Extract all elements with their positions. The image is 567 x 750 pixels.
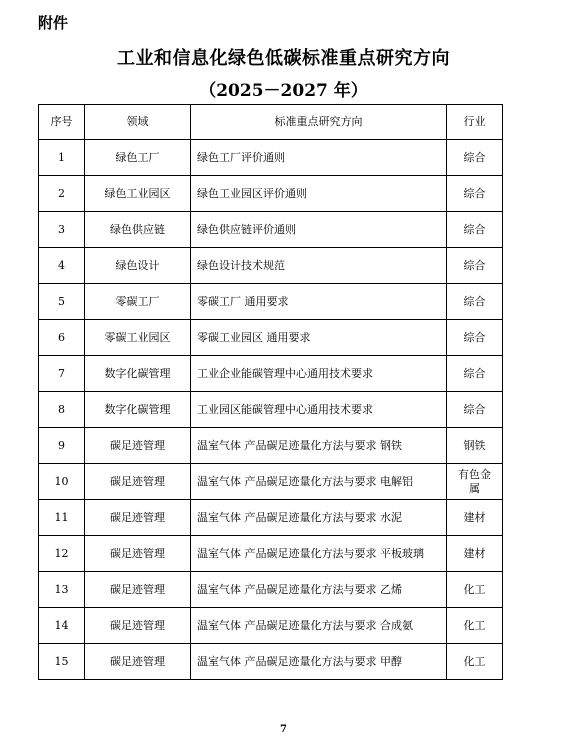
row-field-cell: 零碳工业园区 [85, 320, 191, 356]
row-number-cell: 2 [39, 176, 85, 212]
row-field-cell: 绿色工业园区 [85, 176, 191, 212]
table-header-row [39, 105, 503, 140]
row-number-cell: 14 [39, 608, 85, 644]
row-field-cell: 零碳工厂 [85, 284, 191, 320]
row-direction-cell: 绿色设计技术规范 [191, 248, 447, 284]
row-industry-cell: 化工 [447, 644, 503, 680]
row-field-cell: 绿色工厂 [85, 140, 191, 176]
table-row [39, 500, 503, 536]
row-number-cell: 13 [39, 572, 85, 608]
row-industry-cell: 综合 [447, 212, 503, 248]
row-industry-cell: 综合 [447, 356, 503, 392]
header-number: 序号 [39, 105, 85, 140]
row-direction-cell: 温室气体 产品碳足迹量化方法与要求 电解铝 [191, 464, 447, 500]
row-industry-cell: 化工 [447, 572, 503, 608]
row-industry-cell: 钢铁 [447, 428, 503, 464]
row-number-cell: 10 [39, 464, 85, 500]
row-number-cell: 9 [39, 428, 85, 464]
row-number-cell: 3 [39, 212, 85, 248]
row-industry-cell: 综合 [447, 248, 503, 284]
row-industry-cell: 建材 [447, 500, 503, 536]
row-field-cell: 绿色供应链 [85, 212, 191, 248]
row-field-cell: 数字化碳管理 [85, 392, 191, 428]
row-industry-cell: 化工 [447, 608, 503, 644]
row-direction-cell: 温室气体 产品碳足迹量化方法与要求 合成氨 [191, 608, 447, 644]
row-field-cell: 碳足迹管理 [85, 608, 191, 644]
row-number-cell: 6 [39, 320, 85, 356]
row-field-cell: 碳足迹管理 [85, 500, 191, 536]
table-row [39, 608, 503, 644]
row-industry-cell: 综合 [447, 392, 503, 428]
row-direction-cell: 绿色工业园区评价通则 [191, 176, 447, 212]
attachment-label: 附件 [38, 14, 69, 32]
table-row [39, 140, 503, 176]
header-direction: 标准重点研究方向 [191, 105, 447, 140]
row-direction-cell: 温室气体 产品碳足迹量化方法与要求 平板玻璃 [191, 536, 447, 572]
table-row [39, 428, 503, 464]
row-industry-cell: 综合 [447, 284, 503, 320]
page-number: 7 [280, 724, 287, 735]
row-industry-cell: 有色金属 [447, 464, 503, 500]
row-field-cell: 碳足迹管理 [85, 572, 191, 608]
row-number-cell: 7 [39, 356, 85, 392]
table-row [39, 464, 503, 500]
row-industry-cell: 综合 [447, 320, 503, 356]
row-field-cell: 绿色设计 [85, 248, 191, 284]
table-row [39, 536, 503, 572]
standards-table [38, 104, 503, 680]
row-industry-cell: 综合 [447, 176, 503, 212]
row-number-cell: 1 [39, 140, 85, 176]
row-direction-cell: 零碳工厂 通用要求 [191, 284, 447, 320]
document-title: 工业和信息化绿色低碳标准重点研究方向 [117, 48, 450, 69]
row-direction-cell: 零碳工业园区 通用要求 [191, 320, 447, 356]
table-row [39, 392, 503, 428]
row-field-cell: 碳足迹管理 [85, 644, 191, 680]
table-row [39, 284, 503, 320]
table-row [39, 248, 503, 284]
header-field: 领域 [85, 105, 191, 140]
row-direction-cell: 温室气体 产品碳足迹量化方法与要求 甲醇 [191, 644, 447, 680]
row-direction-cell: 工业园区能碳管理中心通用技术要求 [191, 392, 447, 428]
row-direction-cell: 绿色工厂评价通则 [191, 140, 447, 176]
row-field-cell: 数字化碳管理 [85, 356, 191, 392]
row-industry-cell: 综合 [447, 140, 503, 176]
row-number-cell: 8 [39, 392, 85, 428]
table-row [39, 320, 503, 356]
table-row [39, 572, 503, 608]
row-direction-cell: 温室气体 产品碳足迹量化方法与要求 水泥 [191, 500, 447, 536]
row-industry-cell: 建材 [447, 536, 503, 572]
table-row [39, 644, 503, 680]
table-body [39, 140, 503, 680]
row-number-cell: 4 [39, 248, 85, 284]
table-row [39, 356, 503, 392]
row-field-cell: 碳足迹管理 [85, 428, 191, 464]
row-direction-cell: 温室气体 产品碳足迹量化方法与要求 乙烯 [191, 572, 447, 608]
row-number-cell: 11 [39, 500, 85, 536]
row-number-cell: 5 [39, 284, 85, 320]
row-direction-cell: 温室气体 产品碳足迹量化方法与要求 钢铁 [191, 428, 447, 464]
table-row [39, 176, 503, 212]
row-direction-cell: 绿色供应链评价通则 [191, 212, 447, 248]
row-direction-cell: 工业企业能碳管理中心通用技术要求 [191, 356, 447, 392]
row-number-cell: 15 [39, 644, 85, 680]
row-field-cell: 碳足迹管理 [85, 464, 191, 500]
document-subtitle: （2025－2027 年） [199, 81, 368, 101]
row-number-cell: 12 [39, 536, 85, 572]
table-row [39, 212, 503, 248]
row-field-cell: 碳足迹管理 [85, 536, 191, 572]
header-industry: 行业 [447, 105, 503, 140]
